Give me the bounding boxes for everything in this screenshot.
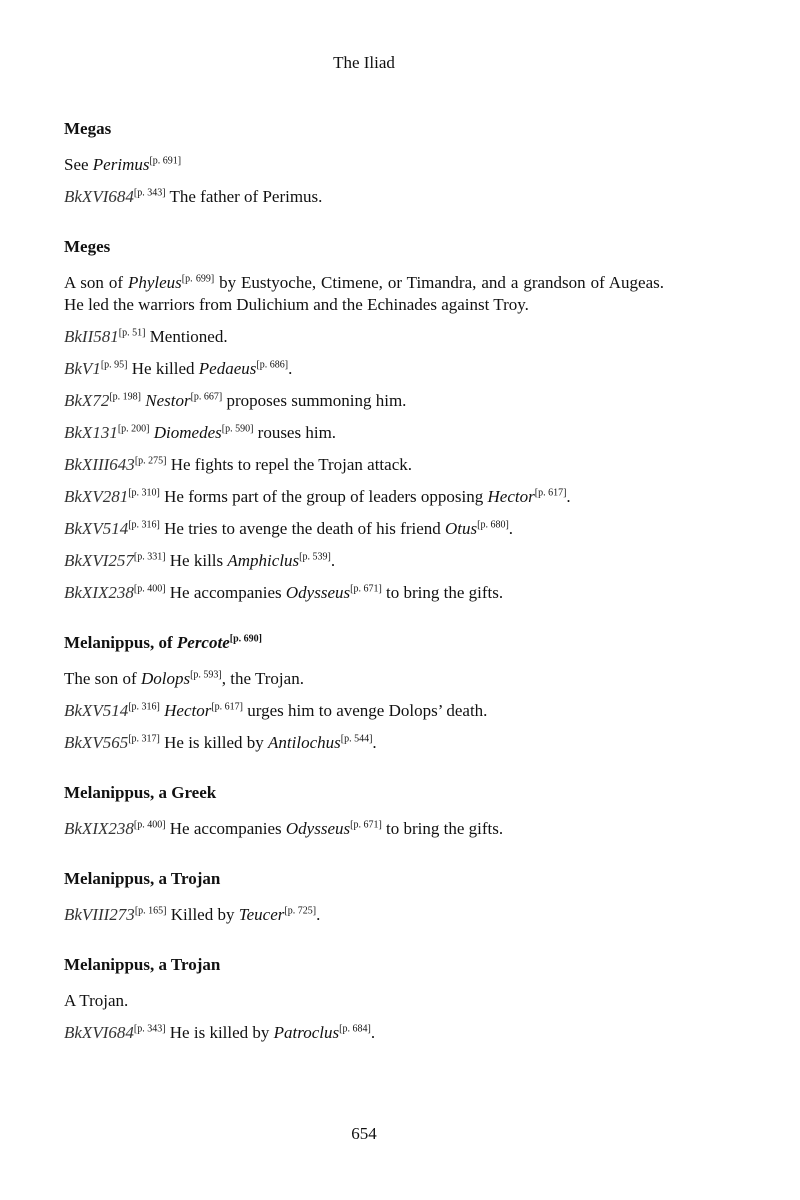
reference-text: He accompanies bbox=[165, 583, 286, 602]
reference-text: The father of Perimus. bbox=[165, 187, 323, 206]
book-ref-link[interactable]: BkXVI257 bbox=[64, 551, 134, 570]
reference-text: He kills bbox=[165, 551, 228, 570]
reference-line bbox=[64, 904, 664, 926]
name-link-amphiclus[interactable]: Amphiclus bbox=[227, 551, 300, 570]
entry-melanippus-trojan-2 bbox=[64, 954, 664, 1044]
reference-text: urges him to avenge Dolops’ death. bbox=[243, 701, 488, 720]
desc-text: The son of bbox=[64, 669, 141, 688]
entry-megas bbox=[64, 118, 664, 208]
page-ref: [p. 667] bbox=[190, 391, 223, 403]
reference-text: . bbox=[370, 1023, 376, 1042]
reference-line bbox=[64, 582, 664, 604]
page-ref: [p. 617] bbox=[534, 487, 567, 499]
page-ref: [p. 539] bbox=[299, 551, 331, 563]
name-link-percote[interactable]: Percote bbox=[176, 633, 230, 652]
name-link-dolops[interactable]: Dolops bbox=[140, 669, 191, 688]
page-ref: [p. 400] bbox=[133, 819, 166, 831]
page-ref: [p. 165] bbox=[134, 905, 167, 917]
entry-description: A Trojan. bbox=[64, 991, 129, 1010]
reference-line bbox=[64, 518, 664, 540]
name-link-otus[interactable]: Otus bbox=[445, 519, 478, 538]
entry-melanippus-trojan-1 bbox=[64, 868, 664, 926]
book-ref-link[interactable]: BkXVI684 bbox=[64, 187, 134, 206]
name-link-phyleus[interactable]: Phyleus bbox=[127, 273, 182, 292]
book-ref-link[interactable]: BkXV514 bbox=[64, 701, 129, 720]
book-ref-link[interactable]: BkX72 bbox=[64, 391, 110, 410]
book-ref-link[interactable]: BkXIX238 bbox=[64, 819, 134, 838]
page-ref: [p. 95] bbox=[100, 359, 128, 371]
page-ref: [p. 400] bbox=[133, 583, 166, 595]
reference-text: . bbox=[566, 487, 571, 506]
reference-line bbox=[64, 454, 664, 476]
book-ref-link[interactable]: BkXIX238 bbox=[64, 583, 134, 602]
page-ref: [p. 690] bbox=[229, 633, 262, 645]
reference-text: . bbox=[508, 519, 514, 538]
reference-text: to bring the gifts. bbox=[381, 583, 504, 602]
book-ref-link[interactable]: BkXVI684 bbox=[64, 1023, 134, 1042]
name-link-nestor[interactable]: Nestor bbox=[145, 391, 191, 410]
heading-text: Melanippus, of bbox=[64, 633, 177, 652]
book-ref-link[interactable]: BkV1 bbox=[64, 359, 101, 378]
book-ref-link[interactable]: BkX131 bbox=[64, 423, 118, 442]
page-ref: [p. 198] bbox=[109, 391, 141, 403]
reference-line bbox=[64, 1022, 664, 1044]
reference-line bbox=[64, 422, 664, 444]
page-ref: [p. 544] bbox=[340, 733, 373, 745]
name-link-perimus[interactable]: Perimus bbox=[92, 155, 150, 174]
reference-text: He is killed by bbox=[165, 1023, 274, 1042]
desc-text: by Eustyoche, Ctimene, or Timandra, and a grandson of Augeas. He led the warriors from Dulichium and the Echinades against Troy. bbox=[64, 273, 664, 314]
page-ref: [p. 671] bbox=[350, 819, 382, 831]
index-content bbox=[64, 118, 664, 1072]
reference-text: . bbox=[330, 551, 336, 570]
page-ref: [p. 317] bbox=[128, 733, 160, 745]
page-ref: [p. 593] bbox=[190, 669, 222, 681]
desc-text: A son of bbox=[64, 273, 128, 292]
page-ref: [p. 590] bbox=[221, 423, 254, 435]
reference-text: He tries to avenge the death of his friend bbox=[159, 519, 445, 538]
page-ref: [p. 617] bbox=[211, 701, 244, 713]
reference-line bbox=[64, 818, 664, 840]
reference-text: Mentioned. bbox=[145, 327, 228, 346]
reference-text: proposes summoning him. bbox=[222, 391, 407, 410]
see-label: See bbox=[64, 155, 93, 174]
entry-melanippus-greek bbox=[64, 782, 664, 840]
entry-heading: Megas bbox=[64, 119, 112, 138]
page-number: 654 bbox=[351, 1124, 377, 1143]
book-ref-link[interactable]: BkXIII643 bbox=[64, 455, 135, 474]
page-ref: [p. 343] bbox=[133, 187, 166, 199]
reference-text: Killed by bbox=[166, 905, 239, 924]
reference-text: He forms part of the group of leaders opposing bbox=[159, 487, 488, 506]
reference-text: . bbox=[288, 359, 293, 378]
entry-meges bbox=[64, 236, 664, 604]
name-link-hector[interactable]: Hector bbox=[164, 701, 212, 720]
reference-line bbox=[64, 700, 664, 722]
reference-text: He fights to repel the Trojan attack. bbox=[166, 455, 412, 474]
page-ref: [p. 684] bbox=[339, 1023, 371, 1035]
entry-melanippus-percote bbox=[64, 632, 664, 754]
entry-heading: Melanippus, a Trojan bbox=[64, 955, 221, 974]
entry-heading: Meges bbox=[64, 237, 111, 256]
book-ref-link[interactable]: BkXV514 bbox=[64, 519, 129, 538]
page-ref: [p. 686] bbox=[256, 359, 289, 371]
name-link-pedaeus[interactable]: Pedaeus bbox=[198, 359, 257, 378]
page-ref: [p. 316] bbox=[128, 701, 160, 713]
book-ref-link[interactable]: BkVIII273 bbox=[64, 905, 135, 924]
page-ref: [p. 680] bbox=[477, 519, 509, 531]
page-ref: [p. 51] bbox=[118, 327, 146, 339]
name-link-odysseus[interactable]: Odysseus bbox=[285, 583, 351, 602]
book-ref-link[interactable]: BkXV565 bbox=[64, 733, 129, 752]
name-link-hector[interactable]: Hector bbox=[487, 487, 535, 506]
reference-text: . bbox=[316, 905, 321, 924]
name-link-patroclus[interactable]: Patroclus bbox=[273, 1023, 340, 1042]
page-ref: [p. 343] bbox=[133, 1023, 166, 1035]
reference-text: He is killed by bbox=[159, 733, 269, 752]
desc-text: , the Trojan. bbox=[221, 669, 304, 688]
reference-line bbox=[64, 186, 664, 208]
entry-description bbox=[64, 668, 664, 690]
entry-heading: Melanippus, a Trojan bbox=[64, 869, 221, 888]
reference-line bbox=[64, 358, 664, 380]
page-ref: [p. 275] bbox=[134, 455, 167, 467]
entry-heading bbox=[64, 632, 664, 654]
entry-description bbox=[64, 272, 664, 316]
book-ref-link[interactable]: BkXV281 bbox=[64, 487, 129, 506]
reference-line bbox=[64, 326, 664, 348]
reference-text: He accompanies bbox=[165, 819, 286, 838]
page-ref: [p. 310] bbox=[128, 487, 160, 499]
reference-line bbox=[64, 732, 664, 754]
entry-heading: Melanippus, a Greek bbox=[64, 783, 217, 802]
name-link-teucer[interactable]: Teucer bbox=[238, 905, 285, 924]
name-link-diomedes[interactable]: Diomedes bbox=[153, 423, 222, 442]
reference-text: . bbox=[372, 733, 377, 752]
name-link-odysseus[interactable]: Odysseus bbox=[285, 819, 351, 838]
book-ref-link[interactable]: BkII581 bbox=[64, 327, 119, 346]
page-ref: [p. 691] bbox=[149, 155, 182, 167]
page-ref: [p. 725] bbox=[284, 905, 317, 917]
page-ref: [p. 671] bbox=[350, 583, 382, 595]
reference-text: to bring the gifts. bbox=[381, 819, 504, 838]
reference-line bbox=[64, 486, 664, 508]
page-ref: [p. 699] bbox=[181, 273, 215, 285]
page-ref: [p. 200] bbox=[117, 423, 150, 435]
page-ref: [p. 331] bbox=[133, 551, 166, 563]
reference-line bbox=[64, 550, 664, 572]
reference-line bbox=[64, 390, 664, 412]
page-header: The Iliad bbox=[333, 53, 395, 72]
reference-text: He killed bbox=[127, 359, 199, 378]
see-also-line bbox=[64, 154, 664, 176]
name-link-antilochus[interactable]: Antilochus bbox=[268, 733, 341, 752]
reference-text: rouses him. bbox=[253, 423, 337, 442]
page-ref: [p. 316] bbox=[128, 519, 160, 531]
